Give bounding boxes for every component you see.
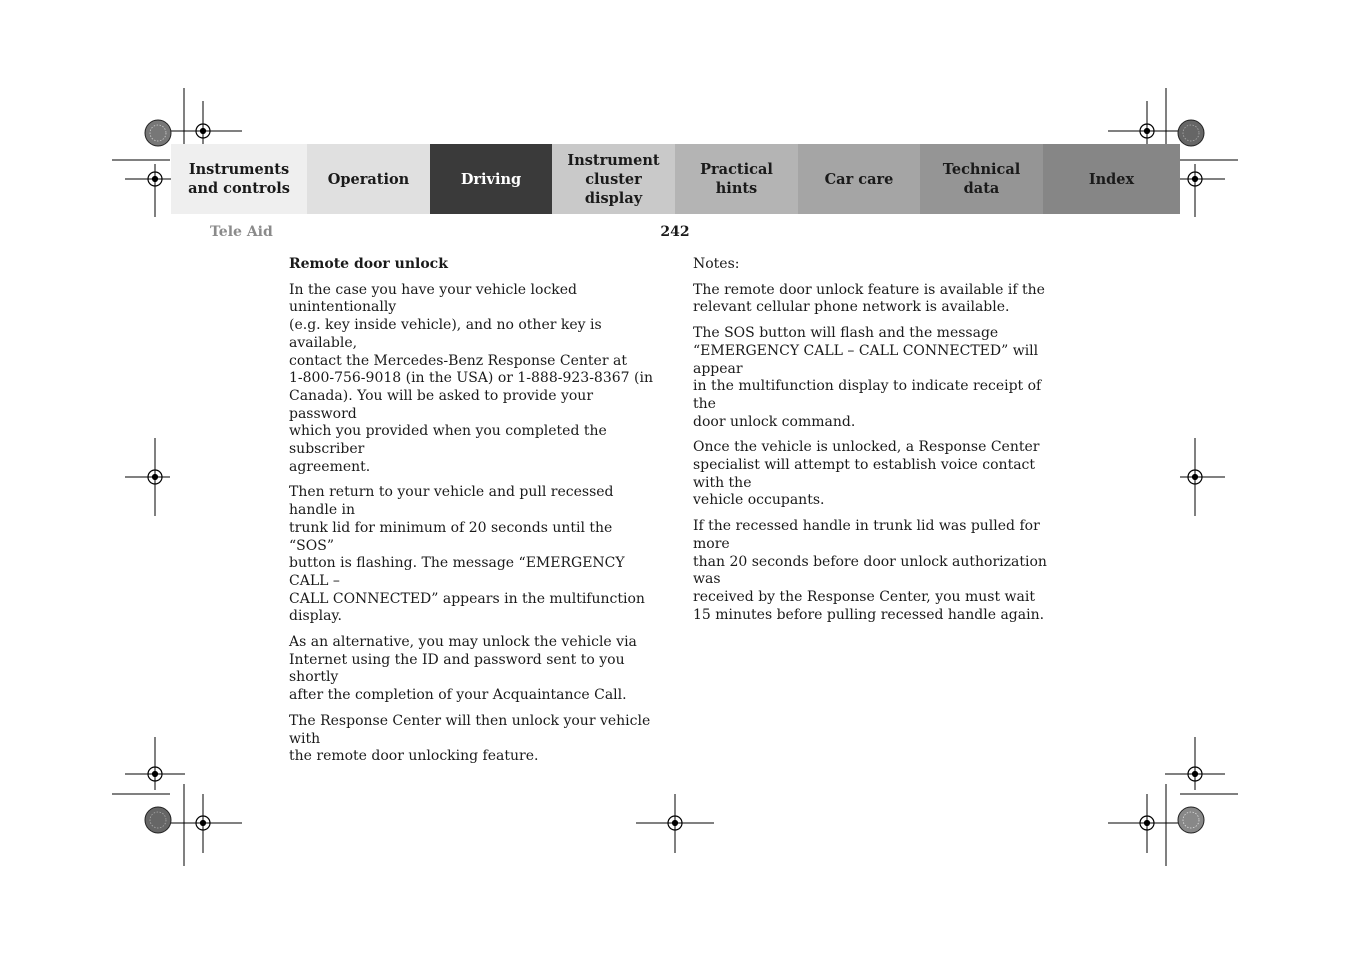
tab-index[interactable]: Index [1043, 144, 1180, 214]
page-number: 242 [660, 224, 690, 240]
paragraph: As an alternative, you may unlock the vehicle via Internet using the ID and password sent to you shortly after the completion of your Acquaintance Call. [289, 634, 637, 704]
note-paragraph: The SOS button will flash and the message “EMERGENCY CALL – CALL CONNECTED” will appear in the multifunction display to indicate receipt of the door unlock command. [693, 325, 1042, 430]
note-paragraph: If the recessed handle in trunk lid was pulled for more than 20 seconds before door unlock authorization was received by the Response Center, you must wait 15 minutes before pulling recessed handle again. [693, 518, 1047, 623]
chapter-tabs [171, 144, 1180, 214]
note-paragraph: The remote door unlock feature is available if the relevant cellular phone network is available. [693, 281, 1045, 316]
tab-operation[interactable]: Operation [307, 144, 430, 214]
tab-instruments-and-controls[interactable]: Instruments and controls [171, 144, 307, 214]
left-column [289, 256, 659, 774]
tab-practical-hints[interactable]: Practical hints [675, 144, 798, 214]
right-column [693, 256, 1065, 632]
notes-heading: Notes: [693, 256, 740, 272]
note-paragraph: Once the vehicle is unlocked, a Response Center specialist will attempt to establish voice contact with the vehicle occupants. [693, 439, 1040, 509]
tab-technical-data[interactable]: Technical data [920, 144, 1043, 214]
paragraph: The Response Center will then unlock your vehicle with the remote door unlocking feature. [289, 712, 651, 765]
section-title: Tele Aid [210, 224, 273, 240]
paragraph: In the case you have your vehicle locked unintentionally (e.g. key inside vehicle), and no other key is available, contact the Mercedes-Benz Response Center at 1-800-756-9018 (in the USA) or 1-888-923-8367 (in Canada). You will be asked to provide your password which you provided when you completed the subscriber agreement. [289, 281, 653, 475]
tab-instrument-cluster-display[interactable]: Instrument cluster display [552, 144, 675, 214]
heading-remote-door-unlock: Remote door unlock [289, 256, 448, 272]
paragraph: Then return to your vehicle and pull recessed handle in trunk lid for minimum of 20 seconds until the “SOS” button is flashing. The message “EMERGENCY CALL – CALL CONNECTED” appears in the multifunction display. [289, 484, 645, 625]
tab-driving[interactable]: Driving [430, 144, 552, 214]
tab-car-care[interactable]: Car care [798, 144, 920, 214]
